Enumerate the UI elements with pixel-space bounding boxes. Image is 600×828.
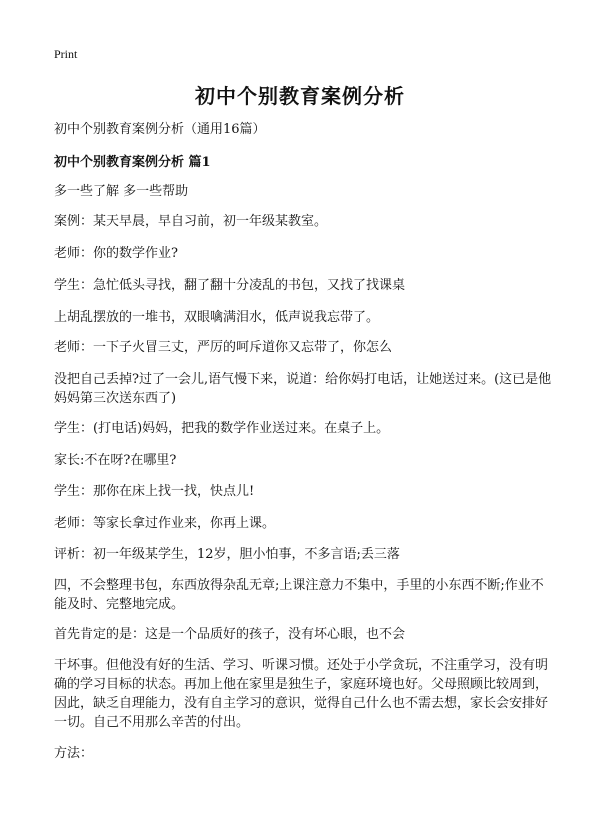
paragraph: 方法： [54,746,94,761]
section-heading: 初中个别教育案例分析 篇1 [54,155,211,170]
document-title: 初中个别教育案例分析 [195,84,405,108]
paragraph: 老师：一下子火冒三丈，严厉的呵斥道你又忘带了，你怎么 [54,340,393,355]
paragraph: 家长:不在呀?在哪里? [54,453,177,468]
paragraph: 案例：某天早晨，早自习前，初一年级某教室。 [54,214,328,229]
paragraph: 学生：急忙低头寻找，翻了翻十分凌乱的书包，又找了找课桌 [54,278,406,293]
paragraph: 首先肯定的是：这是一个品质好的孩子，没有坏心眼，也不会 [54,627,406,642]
paragraph: 上胡乱摆放的一堆书，双眼噙满泪水，低声说我忘带了。 [54,310,380,325]
paragraph: 干坏事。但他没有好的生活、学习、听课习惯。还处于小学贪玩，不注重学习，没有明确的学习目标的状态。再加上他在家里是独生子，家庭环境也好。父母照顾比较周到，因此，缺乏自理能力，没有自主学习的意识，觉得自己什么也不需去想，家长会安排好一切。自己不用那么辛苦的付出。 [54,658,549,730]
paragraph: 评析：初一年级某学生，12岁，胆小怕事，不多言语;丢三落 [54,547,400,562]
paragraph: 没把自己丢掉?过了一会儿,语气慢下来，说道：给你妈打电话，让她送过来。(这已是他妈妈第三次送东西了) [54,372,552,406]
paragraph: 多一些了解 多一些帮助 [54,184,189,199]
paragraph: 学生：那你在床上找一找，快点儿! [54,484,255,499]
paragraph: 老师：你的数学作业? [54,246,178,261]
document-subtitle: 初中个别教育案例分析（通用16篇） [54,122,266,137]
paragraph: 学生：(打电话)妈妈，把我的数学作业送过来。在桌子上。 [54,421,390,436]
print-label: Print [54,47,78,61]
paragraph: 老师：等家长拿过作业来，你再上课。 [54,516,276,531]
paragraph: 四，不会整理书包，东西放得杂乱无章;上课注意力不集中，手里的小东西不断;作业不能及时、完整地完成。 [54,578,544,612]
